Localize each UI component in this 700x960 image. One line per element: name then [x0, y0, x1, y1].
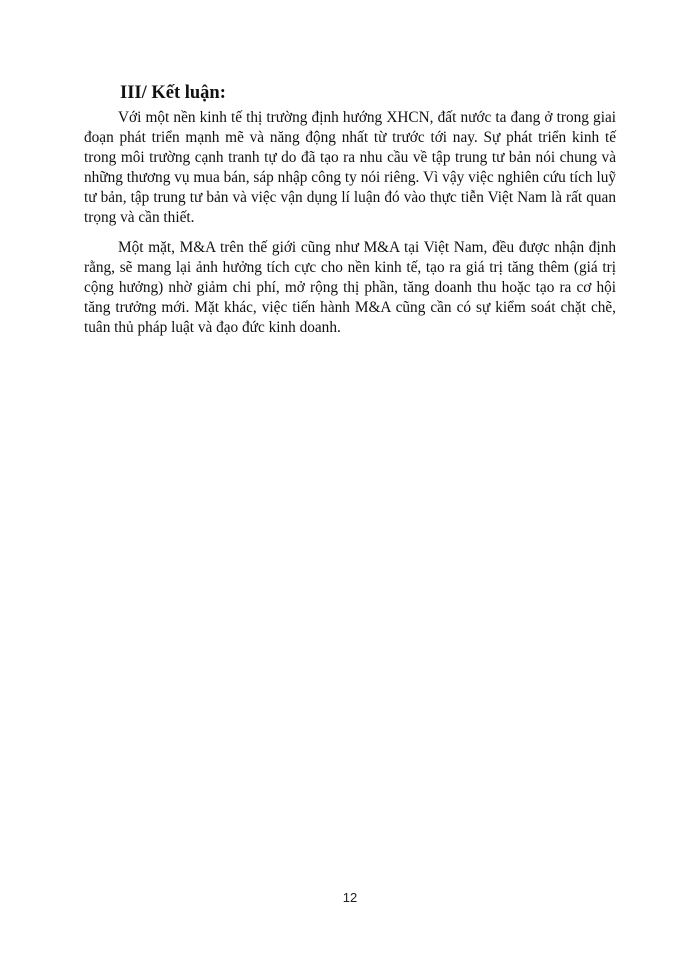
page-number: 12 — [342, 890, 358, 905]
section-heading: III/ Kết luận: — [120, 83, 226, 103]
paragraph-conclusion-2: Một mặt, M&A trên thế giới cũng như M&A tại Việt Nam, đều được nhận định rằng, sẽ mang lại ảnh hưởng tích cực cho nền kinh tế, tạo ra giá trị tăng thêm (giá trị cộng hưởng) nhờ giảm chi phí, mở rộng thị phần, tăng doanh thu hoặc tạo ra cơ hội tăng trưởng mới. Mặt khác, việc tiến hành M&A cũng cần có sự kiểm soát chặt chẽ, tuân thủ pháp luật và đạo đức kinh doanh. — [84, 239, 616, 336]
paragraph-conclusion-1: Với một nền kinh tế thị trường định hướng XHCN, đất nước ta đang ở trong giai đoạn phát triển mạnh mẽ và năng động nhất từ trước tới nay. Sự phát triển kinh tế trong môi trường cạnh tranh tự do đã tạo ra nhu cầu về tập trung tư bản nói chung và những thương vụ mua bán, sáp nhập công ty nói riêng. Vì vậy việc nghiên cứu tích luỹ tư bản, tập trung tư bản và việc vận dụng lí luận đó vào thực tiễn Việt Nam là rất quan trọng và cần thiết. — [84, 109, 616, 226]
document-body — [84, 80, 616, 338]
